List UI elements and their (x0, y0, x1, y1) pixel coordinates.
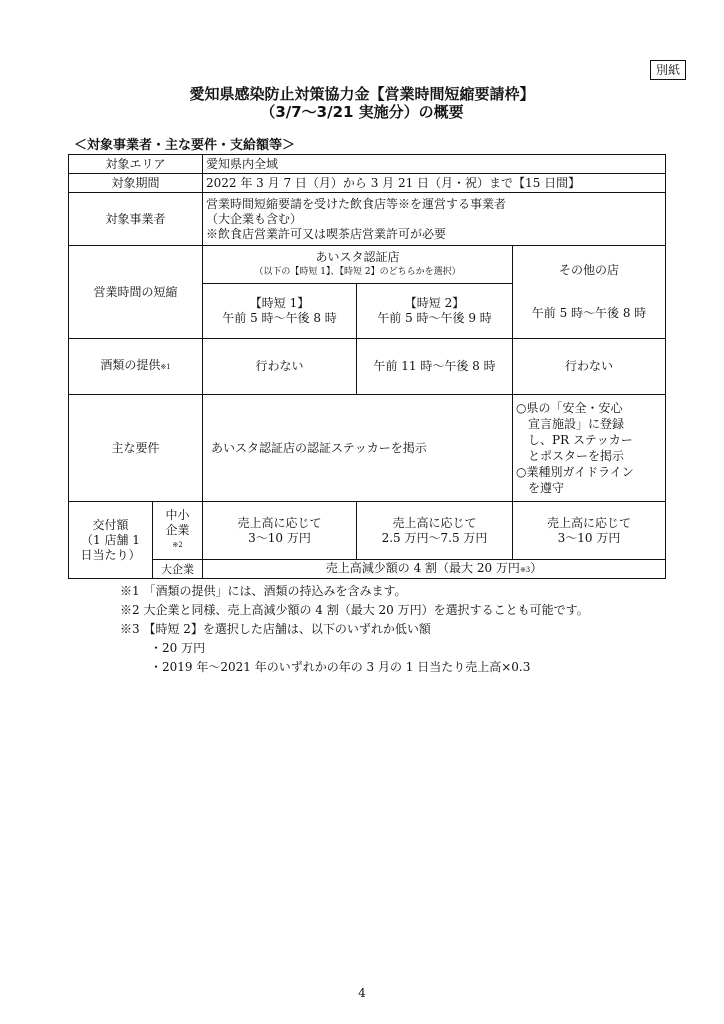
alcohol-mark: ※1 (160, 363, 171, 371)
jitan1-time: 午前 5 時〜午後 8 時 (222, 311, 337, 325)
sme-other-b: 3〜10 万円 (557, 530, 621, 545)
footnote-3-text: 【時短 2】を選択した店舗は、以下のいずれか低い額 (143, 622, 431, 636)
footnote-1 (120, 582, 589, 601)
sme-jitan1 (203, 502, 357, 560)
other-header: その他の店 (559, 263, 620, 277)
sme-jitan1-b: 3〜10 万円 (248, 530, 311, 545)
footnotes (120, 582, 589, 677)
footnote-2 (120, 601, 589, 620)
sme-jitan1-a: 売上高に応じて (237, 515, 322, 530)
req-line-4: とポスターを掲示 (516, 449, 625, 463)
other-hours (513, 246, 666, 339)
doc-subtitle: （3/7〜3/21 実施分）の概要 (260, 103, 464, 121)
footnote-3-item-1: ・20 万円 (150, 641, 206, 655)
aisuta-header-title: あいスタ認証店 (315, 249, 400, 264)
period-label: 対象期間 (69, 174, 203, 193)
jitan2-time: 午前 5 時〜午後 9 時 (377, 311, 492, 325)
alcohol-jitan1: 行わない (203, 339, 357, 395)
period-value: 2022 年 3 月 7 日（月）から 3 月 21 日（月・祝）まで【15 日間】 (203, 174, 666, 193)
area-value: 愛知県内全域 (203, 155, 666, 174)
requirements-label: 主な要件 (69, 395, 203, 502)
alcohol-jitan2: 午前 11 時〜午後 8 時 (357, 339, 513, 395)
req-line-3: し、PR ステッカー (516, 433, 633, 447)
grant-label-1: 交付額 (92, 517, 129, 532)
footnote-3 (120, 620, 589, 639)
footnote-1-mark: ※1 (120, 584, 140, 598)
large-label: 大企業 (153, 560, 203, 579)
grant-label-3: 日当たり） (80, 547, 141, 562)
grant-label-2: （1 店舗 1 (81, 532, 140, 547)
req-line-1: ○県の「安全・安心 (516, 401, 623, 415)
grant-label (69, 502, 153, 579)
alcohol-other: 行わない (513, 339, 666, 395)
requirements-other (513, 395, 666, 502)
other-hours-time: 午前 5 時〜午後 8 時 (531, 306, 647, 320)
req-line-6: を遵守 (516, 481, 565, 495)
alcohol-label (69, 339, 203, 395)
jitan2-title: 【時短 2】 (404, 296, 465, 310)
target-line-1: 営業時間短縮要請を受けた飲食店等※を運営する事業者 (206, 196, 507, 211)
target-line-2: （大企業も含む） (206, 211, 303, 226)
alcohol-label-text: 酒類の提供 (100, 358, 161, 372)
requirements-aisuta: あいスタ認証店の認証ステッカーを掲示 (203, 395, 513, 502)
sme-label-2: 企業 (165, 523, 190, 537)
sme-other (513, 502, 666, 560)
req-line-2: 宣言施設」に登録 (516, 417, 625, 431)
doc-title: 愛知県感染防止対策協力金【営業時間短縮要請枠】 (189, 85, 535, 103)
attachment-tag: 別紙 (650, 60, 686, 80)
sme-label-1: 中小 (165, 508, 190, 522)
aisuta-header (203, 246, 513, 284)
footnote-1-text: 「酒類の提供」には、酒類の持込みを含みます。 (143, 584, 407, 598)
aisuta-header-sub: （以下の【時短 1】、【時短 2】のどちらかを選択） (254, 266, 461, 277)
sme-jitan2-a: 売上高に応じて (392, 515, 477, 530)
footnote-3-item-2: ・2019 年〜2021 年のいずれかの年の 3 月の 1 日当たり売上高×0.3 (150, 660, 531, 674)
hours-label: 営業時間の短縮 (69, 246, 203, 339)
sme-mark: ※2 (172, 541, 183, 549)
req-line-5: ○業種別ガイドライン (516, 465, 634, 479)
footnote-2-mark: ※2 (120, 603, 140, 617)
sme-other-a: 売上高に応じて (547, 515, 632, 530)
large-value-text: 売上高減少額の 4 割（最大 20 万円 (325, 560, 520, 575)
footnote-2-text: 大企業と同様、売上高減少額の 4 割（最大 20 万円）を選択することも可能です。 (143, 603, 589, 617)
area-label: 対象エリア (69, 155, 203, 174)
large-value (203, 560, 666, 579)
large-mark: ※3 (519, 565, 531, 574)
sme-jitan2-b: 2.5 万円〜7.5 万円 (381, 530, 488, 545)
target-label: 対象事業者 (69, 193, 203, 246)
sme-label (153, 502, 203, 560)
jitan1-title: 【時短 1】 (249, 296, 310, 310)
sme-jitan2 (357, 502, 513, 560)
jitan2-hours (357, 284, 513, 339)
section-heading: ＜対象事業者・主な要件・支給額等＞ (74, 138, 296, 153)
target-line-3: ※飲食店営業許可又は喫茶店営業許可が必要 (206, 226, 447, 241)
page-number: 4 (358, 986, 366, 1000)
large-close: ） (530, 560, 543, 575)
target-value (203, 193, 666, 246)
footnote-3-mark: ※3 (120, 622, 140, 636)
jitan1-hours (203, 284, 357, 339)
overview-table (68, 154, 666, 579)
